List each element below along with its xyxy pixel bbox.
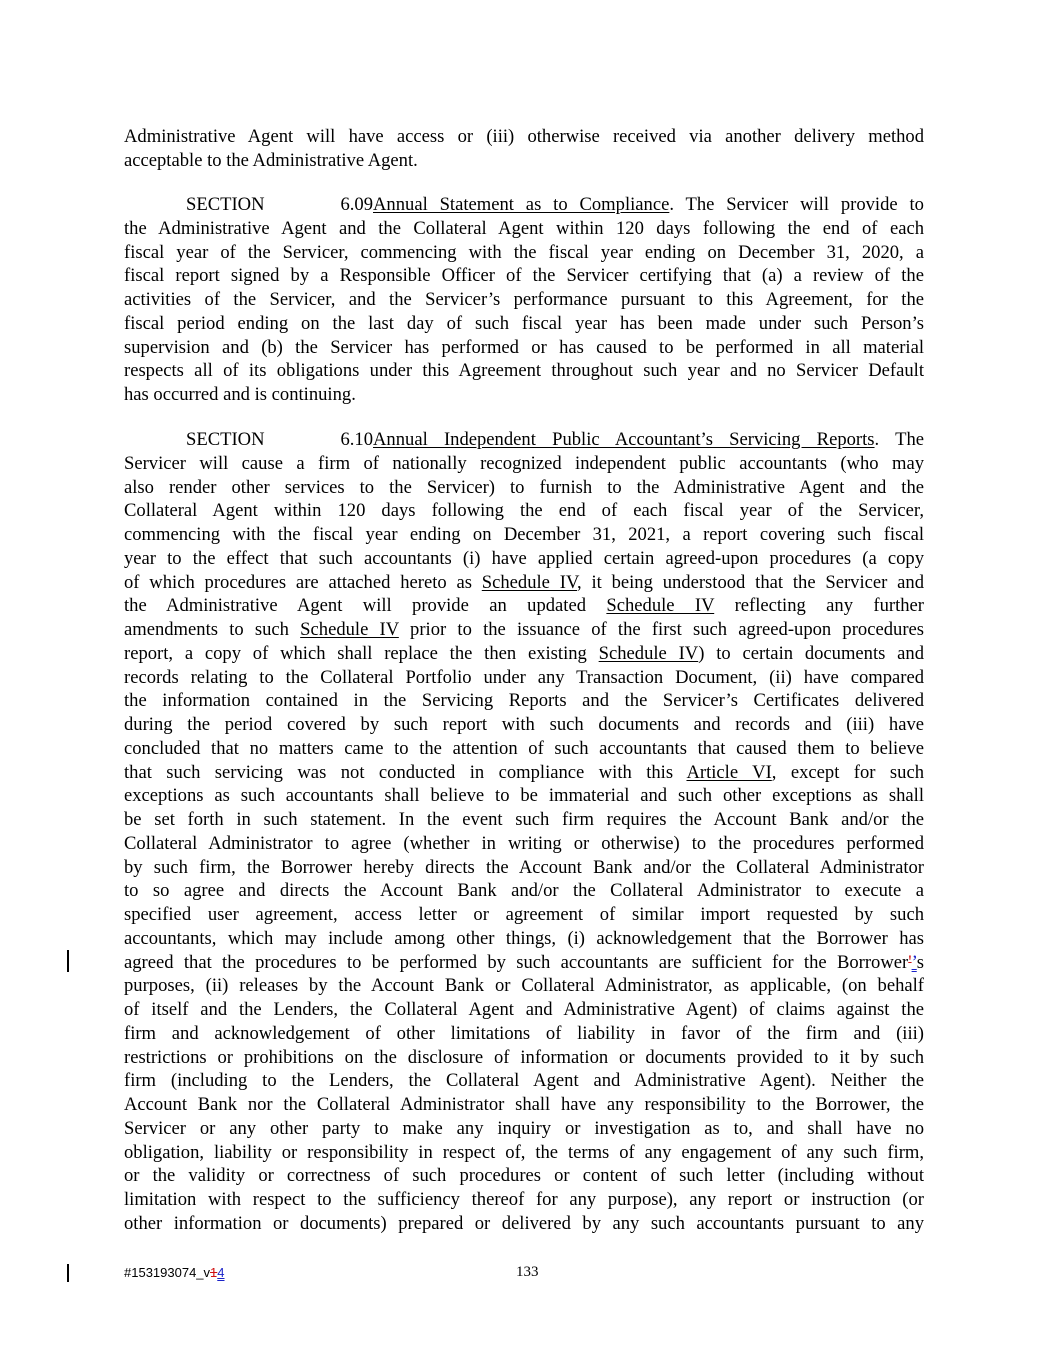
section-heading-line: SECTION 6.09Annual Statement as to Compliance. The Servicer will provide to <box>186 194 924 215</box>
text-line: firm and acknowledgement of other limitations of liability in favor of the firm and (iii) <box>124 1022 924 1044</box>
schedule-iv-reference[interactable]: Schedule IV <box>481 571 577 593</box>
footer-document-id: #153193074_v14 <box>124 1265 225 1280</box>
text-line: Collateral Administrator to agree (whether in writing or otherwise) to the procedures performed <box>124 832 924 854</box>
text-line: limitation with respect to the sufficiency thereof for any purpose), any report or instruction (or <box>124 1189 924 1210</box>
text-line: other information or documents) prepared or delivered by any such accountants pursuant to any <box>124 1212 924 1234</box>
text-line: also render other services to the Servicer) to furnish to the Administrative Agent and the <box>124 476 924 498</box>
text-line: firm (including to the Lenders, the Collateral Agent and Administrative Agent). Neither the <box>124 1070 924 1092</box>
text-line: to so agree and directs the Account Bank and/or the Collateral Administrator to execute a <box>124 880 924 902</box>
tracked-insertion: 4 <box>217 1265 225 1280</box>
text-line: the information contained in the Servicing Reports and the Servicer’s Certificates delivered <box>124 690 924 712</box>
tracked-insertion: ’ <box>911 951 917 973</box>
text-line: the Administrative Agent and the Collateral Agent within 120 days following the end of each <box>124 217 924 239</box>
section-title: Annual Statement as to Compliance <box>373 194 670 215</box>
text-line: or the validity or correctness of such procedures or content of such letter (including without <box>124 1165 924 1187</box>
tracked-deletion: ' <box>908 951 912 973</box>
text-line: commencing with the fiscal year ending on December 31, 2021, a report covering such fiscal <box>124 524 924 545</box>
text-line: fiscal period ending on the last day of such fiscal year has been made under such Person’s <box>124 312 924 334</box>
section-6-10 <box>124 428 924 1236</box>
section-number: SECTION 6.09 <box>186 194 373 215</box>
page-number: 133 <box>516 1264 539 1280</box>
text-line: restrictions or prohibitions on the disclosure of information or documents provided to it by such <box>124 1046 924 1068</box>
intro-paragraph <box>124 125 924 173</box>
text-line: by such firm, the Borrower hereby directs the Account Bank and/or the Collateral Administrator <box>124 856 924 878</box>
text-line: Administrative Agent will have access or (iii) otherwise received via another delivery method <box>124 126 924 147</box>
section-number: SECTION 6.10 <box>186 429 373 450</box>
schedule-iv-reference[interactable]: Schedule IV <box>606 595 715 617</box>
text-line: of itself and the Lenders, the Collateral Agent and Administrative Agent) of claims against the <box>124 999 924 1020</box>
text-line: fiscal report signed by a Responsible Officer of the Servicer certifying that (a) a review of the <box>124 265 924 287</box>
text-line: fiscal year of the Servicer, commencing with the fiscal year ending on December 31, 2020, a <box>124 241 924 263</box>
text-line: obligation, liability or responsibility in respect of, the terms of any engagement of any such firm, <box>124 1141 924 1163</box>
text-line: exceptions as such accountants shall believe to be immaterial and such other exceptions as shall <box>124 785 924 807</box>
section-heading-line: SECTION 6.10Annual Independent Public Accountant’s Servicing Reports. The <box>186 429 924 450</box>
article-vi-reference[interactable]: Article VI <box>686 761 772 783</box>
text-line: Account Bank nor the Collateral Administrator shall have any responsibility to the Borrower, the <box>124 1094 924 1115</box>
text-line: Servicer will cause a firm of nationally recognized independent public accountants (who may <box>124 452 924 474</box>
text-line: amendments to such Schedule IV prior to the issuance of the first such agreed-upon procedures <box>124 619 924 640</box>
text-line: accountants, which may include among other things, (i) acknowledgement that the Borrower has <box>124 927 924 949</box>
text-line: specified user agreement, access letter or agreement of similar import requested by such <box>124 904 924 925</box>
change-bar <box>67 1264 69 1282</box>
schedule-iv-reference[interactable]: Schedule IV <box>598 642 699 664</box>
text-line: the Administrative Agent will provide an updated Schedule IV reflecting any further <box>124 595 924 617</box>
text-line: during the period covered by such report with such documents and records and (iii) have <box>124 714 924 735</box>
text-line-with-tracked-change: agreed that the procedures to be performed by such accountants are sufficient for the Borrower'’s <box>124 951 924 973</box>
text-line: be set forth in such statement. In the event such firm requires the Account Bank and/or the <box>124 809 924 830</box>
text-line: activities of the Servicer, and the Servicer’s performance pursuant to this Agreement, for the <box>124 289 924 310</box>
text-line: supervision and (b) the Servicer has performed or has caused to be performed in all material <box>124 336 924 358</box>
tracked-deletion: 1 <box>210 1265 218 1280</box>
section-6-09 <box>124 193 924 407</box>
text-line: has occurred and is continuing. <box>124 384 356 405</box>
text-line: Servicer or any other party to make any inquiry or investigation as to, and shall have no <box>124 1117 924 1139</box>
text-line: of which procedures are attached hereto as Schedule IV, it being understood that the Servicer and <box>124 571 924 593</box>
text-line: purposes, (ii) releases by the Account Bank or Collateral Administrator, as applicable, (on behalf <box>124 975 924 997</box>
text-line: year to the effect that such accountants (i) have applied certain agreed-upon procedures (a copy <box>124 547 924 569</box>
text-line: records relating to the Collateral Portfolio under any Transaction Document, (ii) have compared <box>124 666 924 688</box>
text-line: report, a copy of which shall replace the then existing Schedule IV) to certain documents and <box>124 642 925 664</box>
text-line: Collateral Agent within 120 days following the end of each fiscal year of the Servicer, <box>124 500 924 522</box>
text-line: concluded that no matters came to the attention of such accountants that caused them to believe <box>124 737 924 759</box>
text-line: that such servicing was not conducted in compliance with this Article VI, except for such <box>124 761 924 783</box>
text-line: acceptable to the Administrative Agent. <box>124 149 418 171</box>
text-line: respects all of its obligations under this Agreement throughout such year and no Servicer Default <box>124 360 924 382</box>
schedule-iv-reference[interactable]: Schedule IV <box>300 619 399 640</box>
change-bar <box>67 950 69 972</box>
section-title: Annual Independent Public Accountant’s Servicing Reports <box>373 429 875 450</box>
